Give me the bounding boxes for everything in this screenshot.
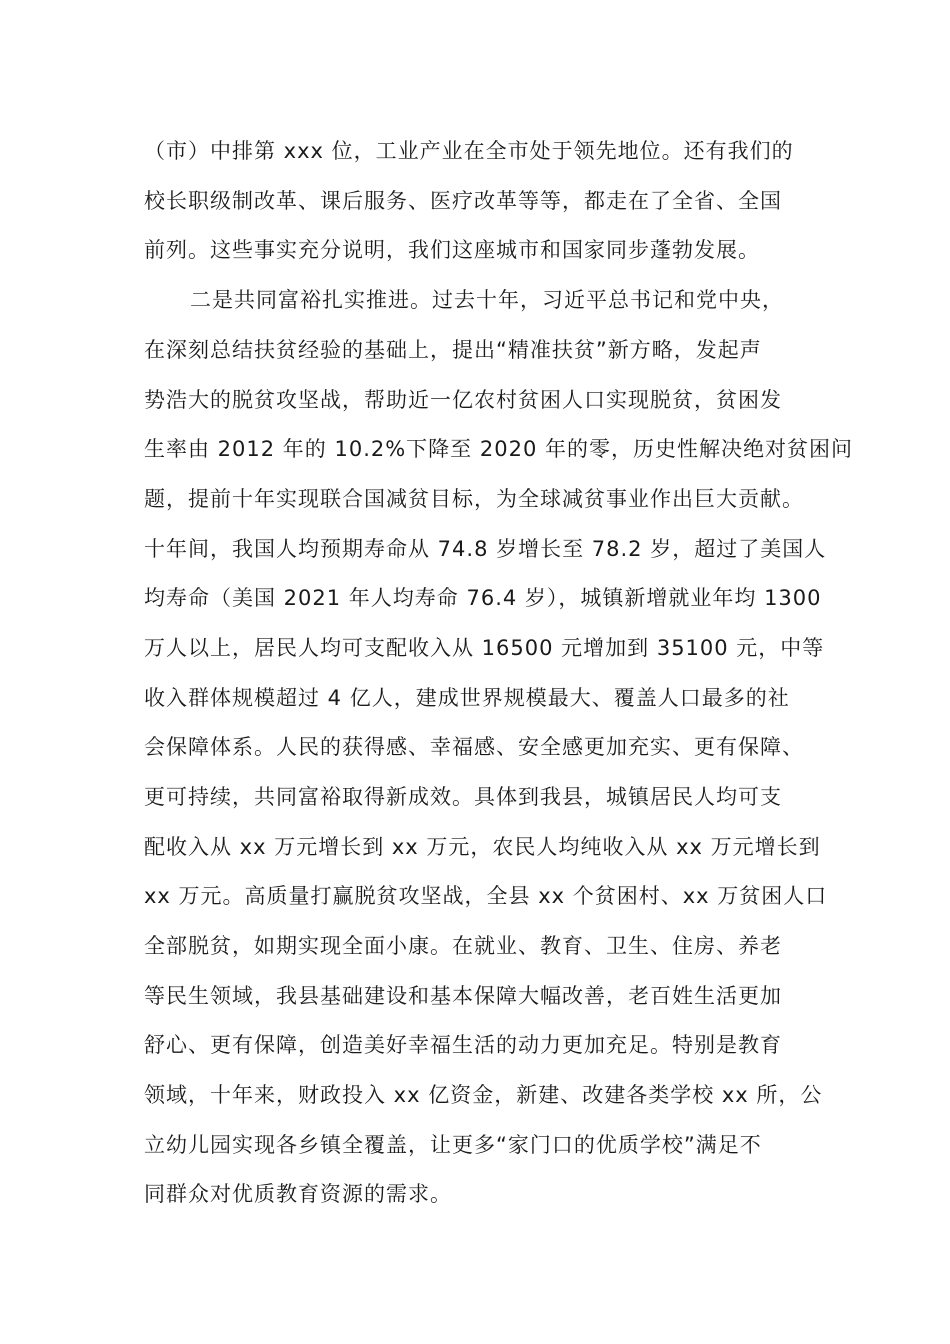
text-line: 收入群体规模超过 4 亿人，建成世界规模最大、覆盖人口最多的社	[144, 686, 790, 710]
paragraph-first-line: 二是共同富裕扎实推进。过去十年，习近平总书记和党中央，	[190, 288, 784, 312]
text-line: 在深刻总结扶贫经验的基础上，提出“精准扶贫”新方略，发起声	[144, 338, 762, 362]
text-line: 同群众对优质教育资源的需求。	[144, 1182, 452, 1206]
text-line: 十年间，我国人均预期寿命从 74.8 岁增长至 78.2 岁，超过了美国人	[144, 537, 827, 561]
text-line: 万人以上，居民人均可支配收入从 16500 元增加到 35100 元，中等	[144, 636, 825, 660]
text-line: 前列。这些事实充分说明，我们这座城市和国家同步蓬勃发展。	[144, 238, 760, 262]
text-line: xx 万元。高质量打赢脱贫攻坚战，全县 xx 个贫困村、xx 万贫困人口	[144, 884, 828, 908]
text-line: 更可持续，共同富裕取得新成效。具体到我县，城镇居民人均可支	[144, 785, 782, 809]
text-line: 会保障体系。人民的获得感、幸福感、安全感更加充实、更有保障、	[144, 735, 804, 759]
text-line: 势浩大的脱贫攻坚战，帮助近一亿农村贫困人口实现脱贫，贫困发	[144, 388, 782, 412]
text-line: 均寿命（美国 2021 年人均寿命 76.4 岁），城镇新增就业年均 1300	[144, 586, 822, 610]
text-line: 舒心、更有保障，创造美好幸福生活的动力更加充足。特别是教育	[144, 1033, 782, 1057]
text-line: 全部脱贫，如期实现全面小康。在就业、教育、卫生、住房、养老	[144, 934, 782, 958]
text-line: 题，提前十年实现联合国减贫目标，为全球减贫事业作出巨大贡献。	[144, 487, 804, 511]
text-line: 配收入从 xx 万元增长到 xx 万元，农民人均纯收入从 xx 万元增长到	[144, 835, 821, 859]
text-line: 等民生领域，我县基础建设和基本保障大幅改善，老百姓生活更加	[144, 984, 782, 1008]
text-line: 立幼儿园实现各乡镇全覆盖，让更多“家门口的优质学校”满足不	[144, 1133, 762, 1157]
text-line: （市）中排第 xxx 位，工业产业在全市处于领先地位。还有我们的	[144, 139, 794, 163]
text-line: 生率由 2012 年的 10.2%下降至 2020 年的零，历史性解决绝对贫困问	[144, 437, 853, 461]
text-line: 领域，十年来，财政投入 xx 亿资金，新建、改建各类学校 xx 所，公	[144, 1083, 823, 1107]
text-line: 校长职级制改革、课后服务、医疗改革等等，都走在了全省、全国	[144, 189, 782, 213]
